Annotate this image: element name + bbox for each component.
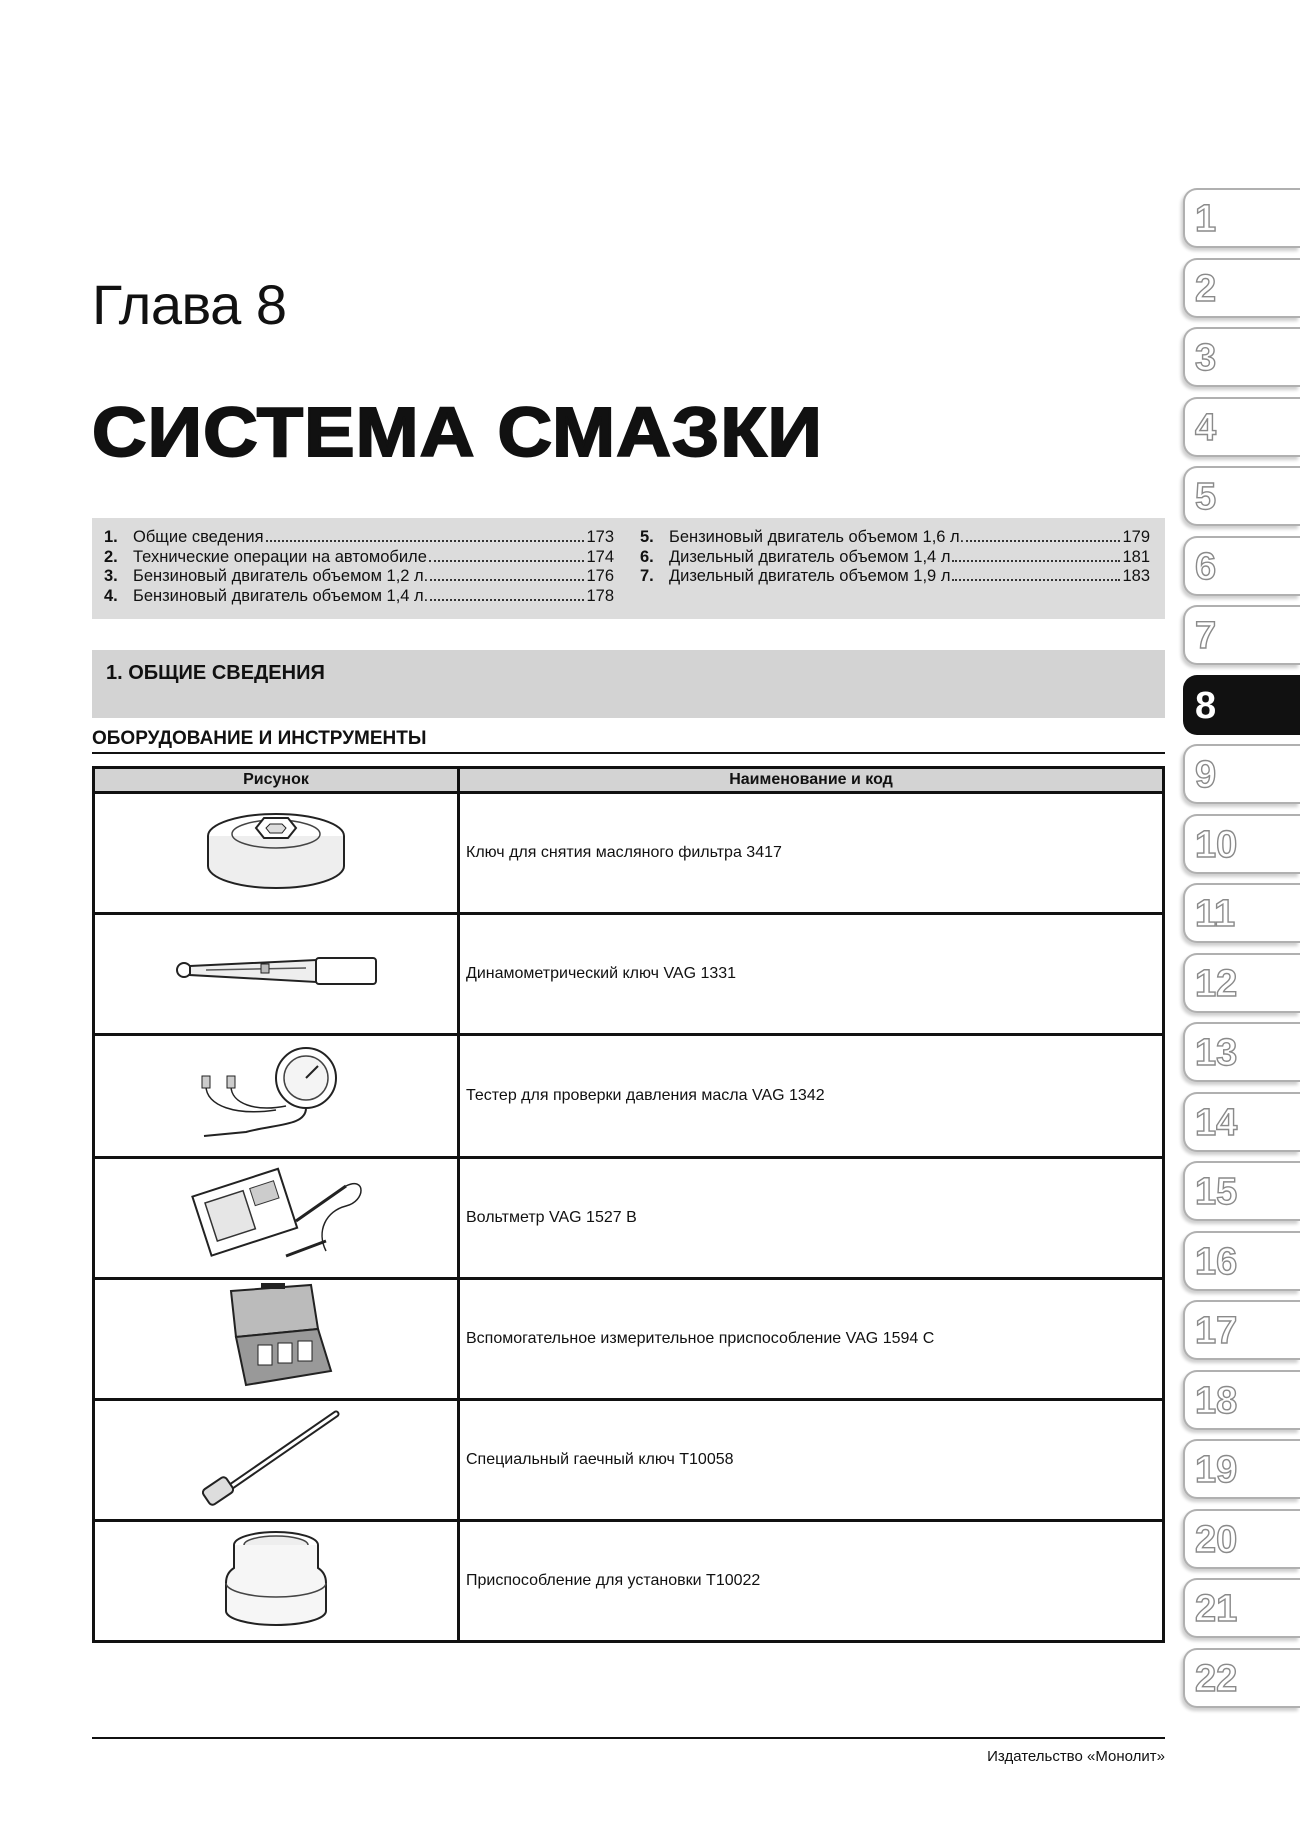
name-cell: Приспособление для установки T10022 xyxy=(459,1521,1164,1642)
chapter-tab[interactable] xyxy=(1183,814,1300,874)
chapter-tab[interactable] xyxy=(1183,1648,1300,1708)
picture-cell xyxy=(94,1279,459,1400)
toc-entry[interactable] xyxy=(640,548,1150,568)
toc-page: 178 xyxy=(586,586,614,605)
chapter-tab[interactable] xyxy=(1183,744,1300,804)
toc-leader xyxy=(429,560,585,562)
toc-text: Бензиновый двигатель объемом 1,6 л. xyxy=(669,528,965,546)
toc-text: Дизельный двигатель объемом 1,9 л xyxy=(669,567,951,585)
toc-entry[interactable] xyxy=(104,548,614,568)
column-header-name: Наименование и код xyxy=(459,768,1164,793)
tools-table xyxy=(92,766,1165,1643)
oil-filter-wrench-icon xyxy=(186,796,366,906)
chapter-tab-label: 22 xyxy=(1195,1657,1238,1700)
toc-leader xyxy=(966,540,1120,542)
chapter-tab-label: 19 xyxy=(1195,1449,1238,1491)
toc-page: 179 xyxy=(1122,528,1150,546)
chapter-tab-label: 20 xyxy=(1195,1518,1238,1561)
toc-number: 6. xyxy=(640,547,654,566)
chapter-tab-label: 4 xyxy=(1195,406,1217,449)
pressure-tester-icon xyxy=(176,1036,376,1151)
chapter-tab-label: 9 xyxy=(1195,754,1217,796)
table-row xyxy=(94,1158,1164,1279)
table-row xyxy=(94,1279,1164,1400)
chapter-tab-label: 7 xyxy=(1195,615,1217,657)
toc-leader xyxy=(952,579,1120,581)
toc-number: 4. xyxy=(104,586,118,605)
picture-cell xyxy=(94,914,459,1035)
chapter-tab[interactable] xyxy=(1183,1022,1300,1082)
table-of-contents xyxy=(92,518,1165,619)
chapter-tab-label: 5 xyxy=(1195,476,1217,518)
toc-page: 173 xyxy=(586,528,614,546)
chapter-tab-label: 10 xyxy=(1195,823,1238,866)
chapter-tab[interactable] xyxy=(1183,605,1300,665)
picture-cell xyxy=(94,1035,459,1158)
chapter-tab[interactable] xyxy=(1183,327,1300,387)
table-row xyxy=(94,914,1164,1035)
chapter-tab[interactable] xyxy=(1183,953,1300,1013)
table-row xyxy=(94,793,1164,914)
toc-right-column xyxy=(640,528,1150,587)
chapter-tab-label: 21 xyxy=(1195,1588,1238,1630)
subsection-heading: ОБОРУДОВАНИЕ И ИНСТРУМЕНТЫ xyxy=(92,728,427,749)
toc-page: 176 xyxy=(586,567,614,585)
chapter-tab-label: 15 xyxy=(1195,1171,1238,1213)
chapter-tab[interactable] xyxy=(1183,1578,1300,1638)
section-heading: 1. ОБЩИЕ СВЕДЕНИЯ xyxy=(106,662,325,684)
chapter-tab-label: 8 xyxy=(1195,684,1217,727)
chapter-tab-label: 3 xyxy=(1195,337,1217,379)
toc-leader xyxy=(952,560,1120,562)
chapter-tab-label: 16 xyxy=(1195,1240,1238,1283)
toc-number: 1. xyxy=(104,528,118,546)
toc-text: Дизельный двигатель объемом 1,4 л xyxy=(669,547,951,566)
toc-text: Технические операции на автомобиле xyxy=(133,547,427,566)
table-row xyxy=(94,1400,1164,1521)
toc-page: 174 xyxy=(586,547,614,566)
chapter-tab-label: 13 xyxy=(1195,1032,1238,1074)
chapter-tab[interactable] xyxy=(1183,675,1300,735)
name-cell: Ключ для снятия масляного фильтра 3417 xyxy=(459,793,1164,914)
chapter-tab[interactable] xyxy=(1183,1092,1300,1152)
chapter-tab-label: 12 xyxy=(1195,962,1238,1005)
chapter-title: СИСТЕМА СМАЗКИ xyxy=(92,393,823,471)
chapter-tab-label: 17 xyxy=(1195,1310,1238,1352)
chapter-tab-label: 1 xyxy=(1195,198,1217,240)
table-row xyxy=(94,1035,1164,1158)
chapter-tab[interactable] xyxy=(1183,883,1300,943)
toc-page: 183 xyxy=(1122,567,1150,585)
chapter-tab[interactable] xyxy=(1183,1161,1300,1221)
chapter-tab[interactable] xyxy=(1183,188,1300,248)
toc-number: 3. xyxy=(104,567,118,585)
chapter-tab[interactable] xyxy=(1183,1509,1300,1569)
toc-entry[interactable] xyxy=(104,587,614,607)
chapter-tabs xyxy=(1183,188,1300,1717)
column-header-picture: Рисунок xyxy=(94,768,459,793)
toc-leader xyxy=(266,540,585,542)
toc-entry[interactable] xyxy=(104,528,614,548)
table-header-row xyxy=(94,768,1164,793)
installer-sleeve-icon xyxy=(206,1523,346,1635)
chapter-tab-label: 2 xyxy=(1195,267,1217,310)
toc-page: 181 xyxy=(1122,547,1150,566)
picture-cell xyxy=(94,793,459,914)
section-heading-bar xyxy=(92,650,1165,718)
chapter-tab-label: 14 xyxy=(1195,1101,1238,1144)
toc-leader xyxy=(430,579,584,581)
name-cell: Вольтметр VAG 1527 B xyxy=(459,1158,1164,1279)
name-cell: Динамометрический ключ VAG 1331 xyxy=(459,914,1164,1035)
toc-entry[interactable] xyxy=(640,567,1150,587)
voltmeter-icon xyxy=(176,1161,376,1271)
name-cell: Специальный гаечный ключ T10058 xyxy=(459,1400,1164,1521)
measuring-kit-icon xyxy=(196,1281,356,1393)
toc-number: 5. xyxy=(640,528,654,546)
chapter-tab[interactable] xyxy=(1183,258,1300,318)
picture-cell xyxy=(94,1158,459,1279)
toc-entry[interactable] xyxy=(640,528,1150,548)
chapter-label: Глава 8 xyxy=(92,273,287,336)
chapter-tab[interactable] xyxy=(1183,397,1300,457)
publisher-footer: Издательство «Монолит» xyxy=(987,1748,1165,1765)
picture-cell xyxy=(94,1400,459,1521)
footer-divider xyxy=(92,1737,1165,1739)
toc-entry[interactable] xyxy=(104,567,614,587)
chapter-tab-label: 6 xyxy=(1195,545,1217,588)
chapter-tab[interactable] xyxy=(1183,1370,1300,1430)
subsection-divider xyxy=(92,752,1165,754)
chapter-tab-label: 11 xyxy=(1195,893,1236,935)
toc-text: Общие сведения xyxy=(133,528,264,546)
chapter-tab[interactable] xyxy=(1183,466,1300,526)
chapter-tab[interactable] xyxy=(1183,1231,1300,1291)
name-cell: Тестер для проверки давления масла VAG 1342 xyxy=(459,1035,1164,1158)
toc-number: 7. xyxy=(640,567,654,585)
toc-number: 2. xyxy=(104,547,118,566)
chapter-tab[interactable] xyxy=(1183,1300,1300,1360)
toc-text: Бензиновый двигатель объемом 1,2 л. xyxy=(133,567,429,585)
table-row xyxy=(94,1521,1164,1642)
toc-text: Бензиновый двигатель объемом 1,4 л. xyxy=(133,586,429,605)
chapter-tab[interactable] xyxy=(1183,1439,1300,1499)
toc-left-column xyxy=(104,528,614,606)
torque-wrench-icon xyxy=(166,942,386,1002)
chapter-tab-label: 18 xyxy=(1195,1379,1238,1422)
name-cell: Вспомогательное измерительное приспособление VAG 1594 C xyxy=(459,1279,1164,1400)
spanner-extension-icon xyxy=(186,1402,366,1514)
toc-leader xyxy=(430,599,584,601)
picture-cell xyxy=(94,1521,459,1642)
chapter-tab[interactable] xyxy=(1183,536,1300,596)
